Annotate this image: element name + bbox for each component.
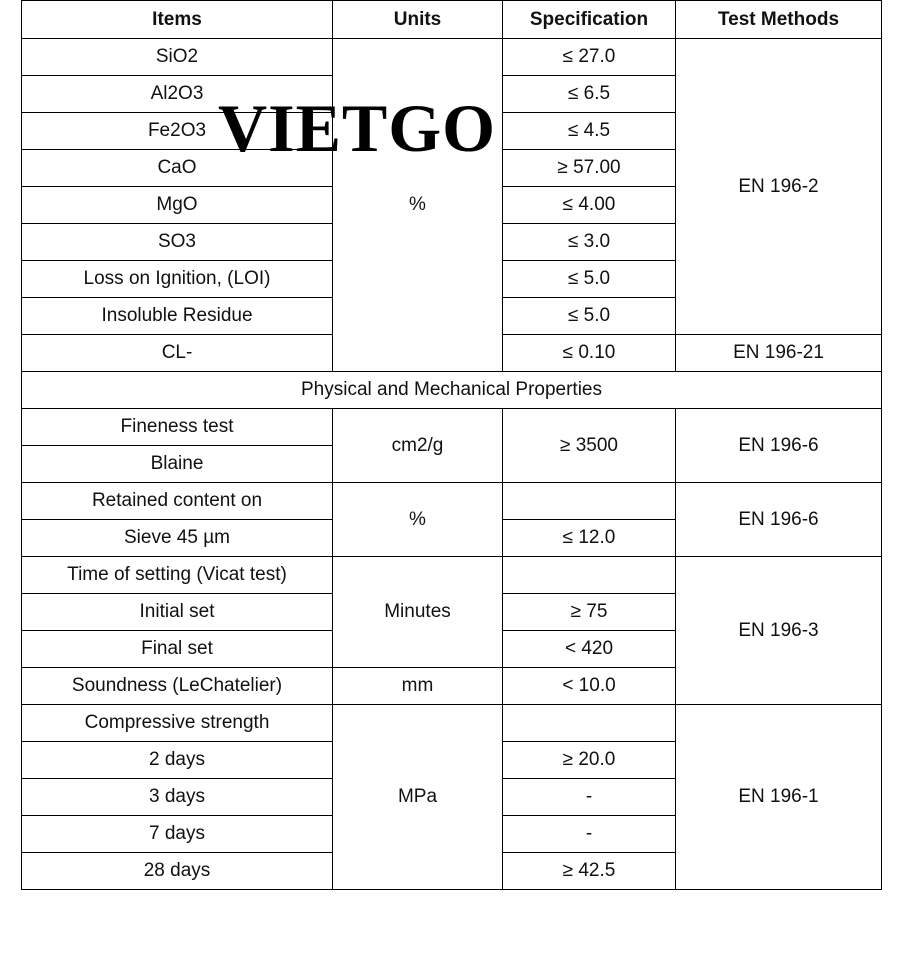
spec-mgo: ≤ 4.00 [503,187,676,224]
item-so3: SO3 [22,224,333,261]
spec-al2o3: ≤ 6.5 [503,76,676,113]
item-retained-content: Retained content on [22,483,333,520]
item-initial-set: Initial set [22,594,333,631]
item-mgo: MgO [22,187,333,224]
section-title: Physical and Mechanical Properties [22,372,882,409]
method-retained: EN 196-6 [676,483,882,557]
item-sieve-45: Sieve 45 µm [22,520,333,557]
spec-compressive-blank [503,705,676,742]
spec-insoluble-residue: ≤ 5.0 [503,298,676,335]
header-row [22,1,882,39]
item-28-days: 28 days [22,853,333,890]
method-chemical: EN 196-2 [676,39,882,335]
unit-setting: Minutes [333,557,503,668]
table-row [22,705,882,742]
section-row [22,372,882,409]
spec-sieve-45: ≤ 12.0 [503,520,676,557]
spec-2-days: ≥ 20.0 [503,742,676,779]
table-row [22,39,882,76]
item-compressive-strength: Compressive strength [22,705,333,742]
spec-3-days: - [503,779,676,816]
table-row [22,409,882,446]
item-3-days: 3 days [22,779,333,816]
spec-initial-set: ≥ 75 [503,594,676,631]
header-specification: Specification [503,1,676,39]
item-sio2: SiO2 [22,39,333,76]
spec-loi: ≤ 5.0 [503,261,676,298]
spec-fineness: ≥ 3500 [503,409,676,483]
header-test-methods: Test Methods [676,1,882,39]
spec-setting-blank [503,557,676,594]
spec-28-days: ≥ 42.5 [503,853,676,890]
method-compressive: EN 196-1 [676,705,882,890]
header-units: Units [333,1,503,39]
item-al2o3: Al2O3 [22,76,333,113]
item-cao: CaO [22,150,333,187]
item-soundness: Soundness (LeChatelier) [22,668,333,705]
item-fe2o3: Fe2O3 [22,113,333,150]
unit-soundness: mm [333,668,503,705]
method-setting: EN 196-3 [676,557,882,705]
spec-cl: ≤ 0.10 [503,335,676,372]
item-blaine: Blaine [22,446,333,483]
item-fineness-test: Fineness test [22,409,333,446]
unit-chemical: % [333,39,503,372]
item-2-days: 2 days [22,742,333,779]
spec-soundness: < 10.0 [503,668,676,705]
unit-compressive: MPa [333,705,503,890]
item-7-days: 7 days [22,816,333,853]
spec-cao: ≥ 57.00 [503,150,676,187]
unit-fineness: cm2/g [333,409,503,483]
spec-so3: ≤ 3.0 [503,224,676,261]
spec-final-set: < 420 [503,631,676,668]
spec-sio2: ≤ 27.0 [503,39,676,76]
vietgo-watermark: VIETGO [218,90,497,166]
table-row [22,557,882,594]
item-loi: Loss on Ignition, (LOI) [22,261,333,298]
item-final-set: Final set [22,631,333,668]
spec-retained-blank [503,483,676,520]
unit-retained: % [333,483,503,557]
header-items: Items [22,1,333,39]
method-cl: EN 196-21 [676,335,882,372]
spec-7-days: - [503,816,676,853]
table-row [22,483,882,520]
item-insoluble-residue: Insoluble Residue [22,298,333,335]
method-fineness: EN 196-6 [676,409,882,483]
specification-table [21,0,882,890]
item-cl: CL- [22,335,333,372]
item-time-of-setting: Time of setting (Vicat test) [22,557,333,594]
spec-fe2o3: ≤ 4.5 [503,113,676,150]
